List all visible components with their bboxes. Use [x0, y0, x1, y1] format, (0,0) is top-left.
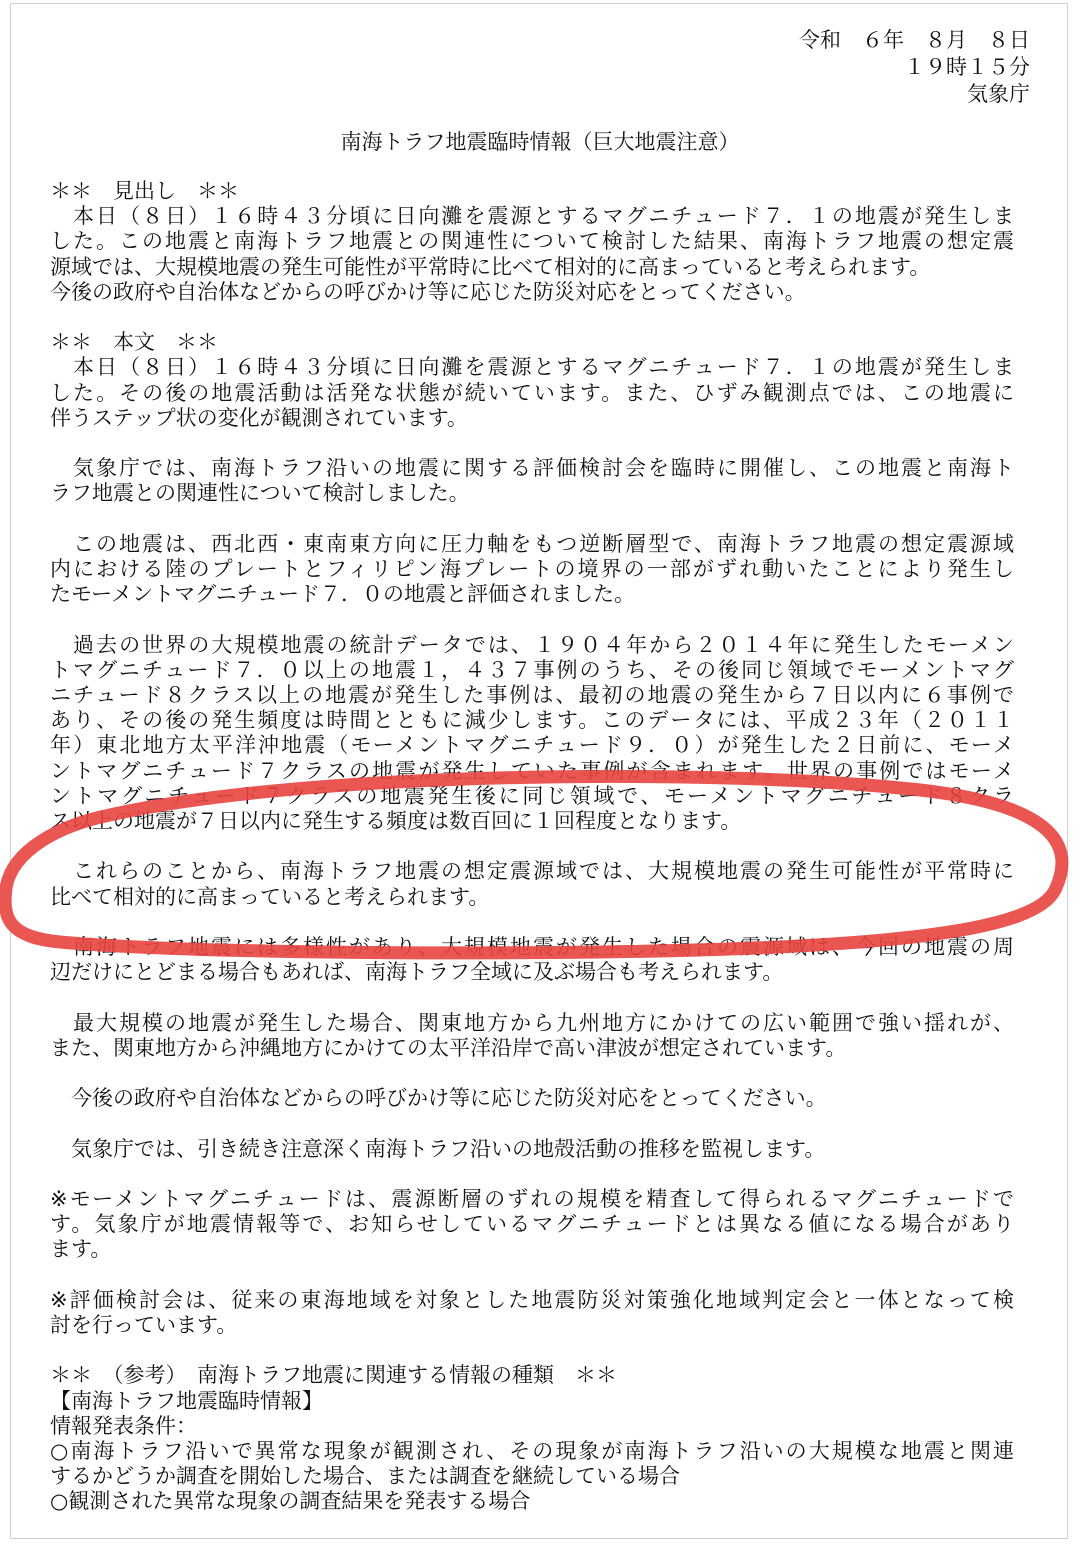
body-text-line: 情報発表条件： — [50, 1413, 197, 1438]
blank-line — [50, 507, 1014, 532]
body-text-line: 今後の政府や自治体などからの呼びかけ等に応じた防災対応をとってください。 — [50, 279, 806, 304]
body-text-line: した。その後の地震活動は活発な状態が続いています。また、ひずみ観測点では、この地震に — [50, 380, 1014, 405]
body-text-line: 過去の世界の大規模地震の統計データでは、１９０４年から２０１４年に発生したモーメン — [50, 632, 1014, 657]
blank-line — [50, 1061, 1014, 1086]
body-text-line: 比べて相対的に高まっていると考えられます。 — [50, 884, 490, 909]
body-text-line: 年）東北地方太平洋沖地震（モーメントマグニチュード９．０）が発生した２日前に、モーメ — [50, 733, 1014, 758]
blank-line — [50, 1263, 1014, 1288]
blank-line — [50, 431, 1014, 456]
blank-line — [50, 910, 1014, 935]
document-title: 南海トラフ地震臨時情報（巨大地震注意） — [340, 130, 740, 154]
body-text-line: 源域では、大規模地震の発生可能性が平常時に比べて相対的に高まっていると考えられます。 — [50, 254, 931, 279]
body-text-line: ＊＊ 見出し ＊＊ — [50, 179, 239, 203]
body-text-line: ＊＊ （参考） 南海トラフ地震に関連する情報の種類 ＊＊ — [50, 1363, 617, 1388]
issuer-name: 気象庁 — [967, 82, 1030, 106]
body-text-line: す。気象庁が地震情報等で、お知らせしているマグニチュードとは異なる値になる場合があり — [50, 1212, 1014, 1237]
body-text-line: 気象庁では、南海トラフ沿いの地震に関する評価検討会を臨時に開催し、この地震と南海ト — [50, 456, 1014, 481]
body-text-line: 本日（８日）１６時４３分頃に日向灘を震源とするマグニチュード７．１の地震が発生しま — [50, 204, 1014, 229]
body-text-line: 気象庁では、引き続き注意深く南海トラフ沿いの地殻活動の推移を監視します。 — [50, 1136, 826, 1161]
body-text-line: これらのことから、南海トラフ地震の想定震源域では、大規模地震の発生可能性が平常時に — [50, 859, 1014, 884]
body-text-line: ※評価検討会は、従来の東海地域を対象とした地震防災対策強化地域判定会と一体となって検 — [50, 1287, 1014, 1312]
body-text-line: 【南海トラフ地震臨時情報】 — [50, 1388, 323, 1413]
blank-line — [50, 1111, 1014, 1136]
body-text-line: 伴うステップ状の変化が観測されています。 — [50, 405, 468, 430]
body-text-line: 内における陸のプレートとフィリピン海プレートの境界の一部がずれ動いたことにより発生し — [50, 557, 1014, 581]
body-text-line: 今後の政府や自治体などからの呼びかけ等に応じた防災対応をとってください。 — [50, 1086, 827, 1111]
body-text-line: した。この地震と南海トラフ地震との関連性について検討した結果、南海トラフ地震の想定震 — [50, 229, 1014, 254]
body-text-line: また、関東地方から沖縄地方にかけての太平洋沿岸で高い津波が想定されています。 — [50, 1035, 847, 1060]
blank-line — [50, 1338, 1014, 1363]
body-text-line: 討を行っています。 — [50, 1313, 238, 1337]
body-text-line: 本日（８日）１６時４３分頃に日向灘を震源とするマグニチュード７．１の地震が発生しま — [50, 355, 1014, 380]
issue-date: 令和 ６年 ８月 ８日 — [799, 28, 1030, 52]
body-text-line: ○南海トラフ沿いで異常な現象が観測され、その現象が南海トラフ沿いの大規模な地震と関連 — [50, 1439, 1014, 1463]
document-header — [799, 27, 1030, 108]
issue-time: １９時１５分 — [904, 55, 1030, 79]
body-text-line: ※モーメントマグニチュードは、震源断層のずれの規模を精査して得られるマグニチュードで — [50, 1187, 1014, 1211]
blank-line — [50, 305, 1014, 330]
blank-line — [50, 1162, 1014, 1187]
body-text-line: 南海トラフ地震には多様性があり、大規模地震が発生した場合の震源域は、今回の地震の周 — [50, 935, 1014, 959]
blank-line — [50, 834, 1014, 859]
body-text-line: たモーメントマグニチュード７．０の地震と評価されました。 — [50, 582, 636, 607]
body-text-line: ントマグニチュード７クラスの地震が発生していた事例が含まれます。世界の事例ではモーメ — [50, 758, 1014, 783]
body-text-line: するかどうか調査を開始した場合、または調査を継続している場合 — [50, 1464, 680, 1489]
body-text-line: 辺だけにとどまる場合もあれば、南海トラフ全域に及ぶ場合も考えられます。 — [50, 960, 784, 985]
body-text-line: ントマグニチュード７クラスの地震発生後に同じ領域で、モーメントマグニチュード８クラ — [50, 783, 1014, 808]
body-text-line: ます。 — [50, 1237, 112, 1262]
body-text-line: あり、その後の発生頻度は時間とともに減少します。このデータには、平成２３年（２０１１ — [50, 708, 1014, 733]
blank-line — [50, 985, 1014, 1010]
body-text-line: ス以上の地震が７日以内に発生する頻度は数百回に１回程度となります。 — [50, 809, 742, 833]
body-text-line: ニチュード８クラス以上の地震が発生した事例は、最初の地震の発生から７日以内に６事例で — [50, 683, 1014, 707]
body-text-line: 最大規模の地震が発生した場合、関東地方から九州地方にかけての広い範囲で強い揺れが、 — [50, 1010, 1014, 1035]
body-text-line: ○観測された異常な現象の調査結果を発表する場合 — [50, 1489, 531, 1514]
blank-line — [50, 607, 1014, 632]
body-text-line: ＊＊ 本文 ＊＊ — [50, 330, 218, 355]
body-text-line: トマグニチュード７．０以上の地震１，４３７事例のうち、その後同じ領域でモーメントマグ — [50, 657, 1014, 682]
body-text-line: ラフ地震との関連性について検討しました。 — [50, 481, 470, 506]
body-text-line: この地震は、西北西・東南東方向に圧力軸をもつ逆断層型で、南海トラフ地震の想定震源域 — [50, 531, 1014, 556]
